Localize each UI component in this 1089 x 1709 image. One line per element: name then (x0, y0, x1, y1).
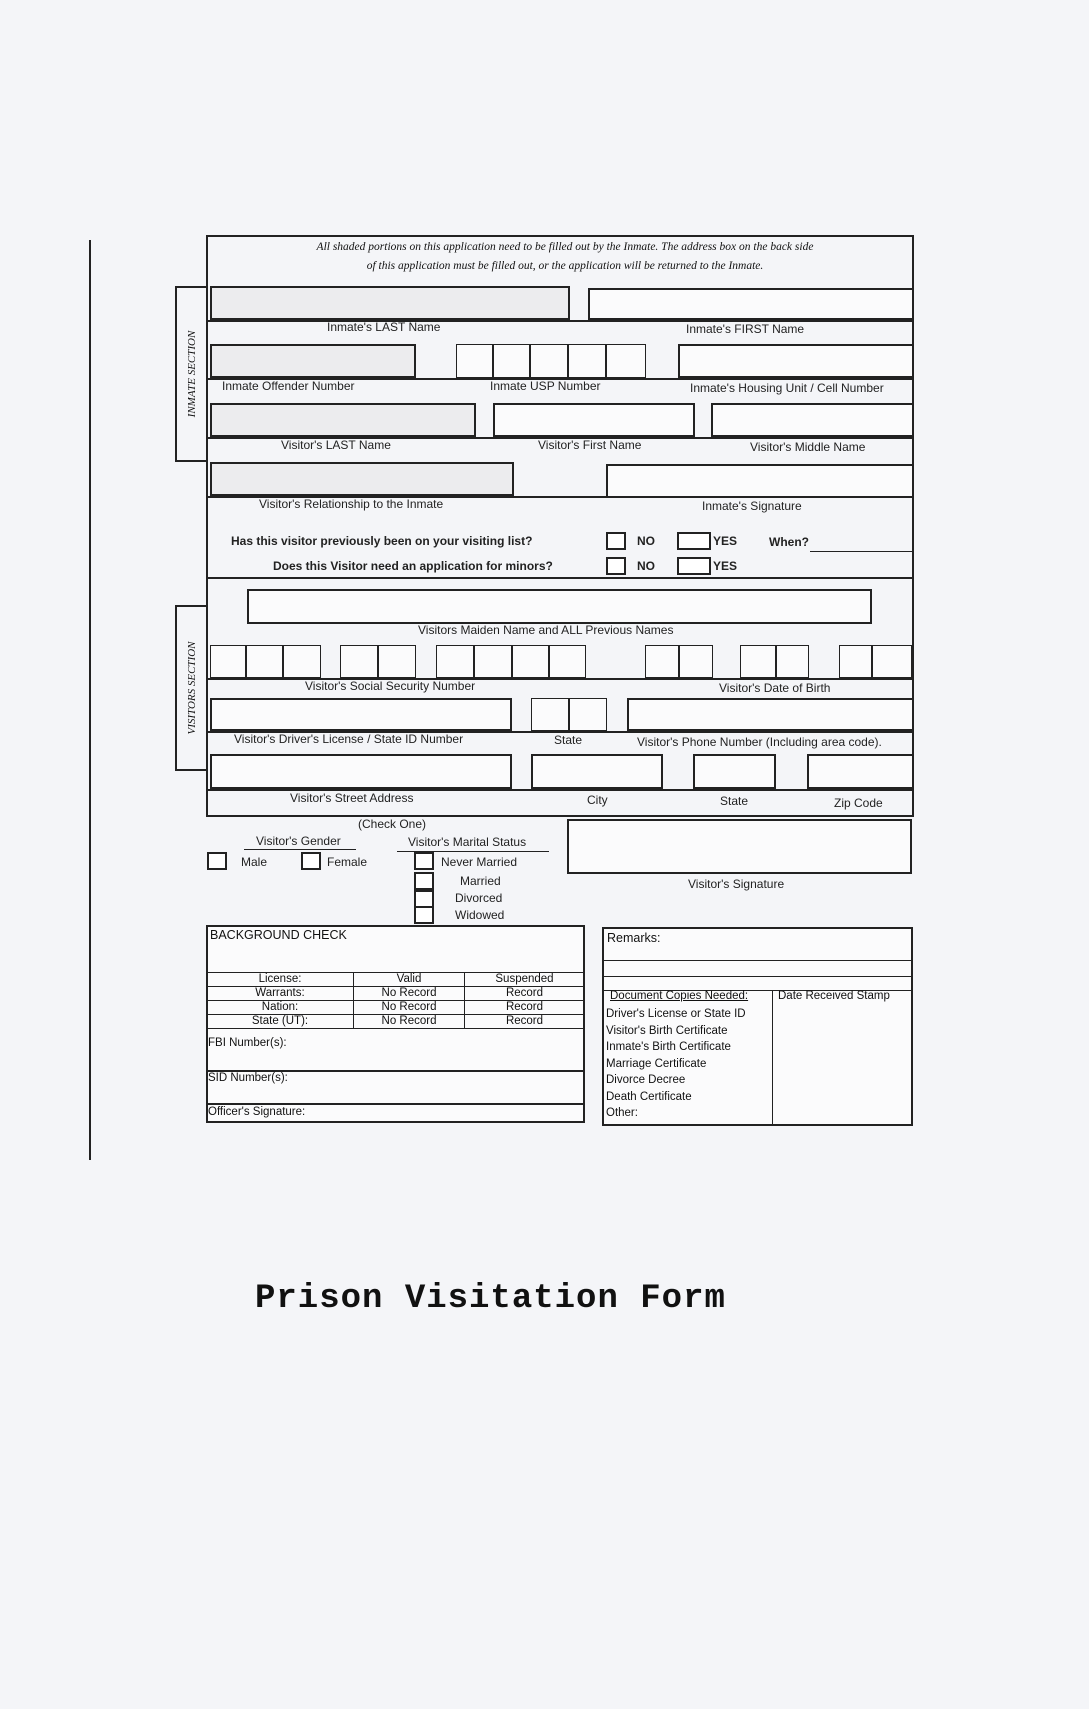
address-state-field[interactable] (693, 754, 776, 789)
document-copies-header: Document Copies Needed: (610, 990, 749, 1002)
minors-yes-checkbox[interactable] (677, 557, 711, 575)
license-field[interactable] (210, 698, 512, 731)
table-cell[interactable]: Valid (354, 973, 465, 987)
dob-label: Visitor's Date of Birth (719, 681, 831, 695)
table-row (207, 973, 585, 987)
remarks-label: Remarks: (607, 931, 661, 945)
dob-digit-box[interactable] (740, 645, 776, 678)
visitor-middle-name-field[interactable] (711, 403, 914, 437)
dob-digit-box[interactable] (645, 645, 679, 678)
page-title: Prison Visitation Form (255, 1280, 726, 1318)
rule (772, 990, 773, 1126)
usp-digit-box[interactable] (530, 344, 568, 378)
visitor-middle-name-label: Visitor's Middle Name (750, 440, 866, 454)
officer-signature-label[interactable]: Officer's Signature: (208, 1106, 306, 1118)
ssn-digit-box[interactable] (549, 645, 586, 678)
inmate-last-name-label: Inmate's LAST Name (327, 320, 441, 334)
table-cell[interactable]: No Record (354, 1015, 465, 1029)
inmate-signature-field[interactable] (606, 464, 914, 498)
gender-label: Visitor's Gender (256, 834, 341, 848)
list-item[interactable]: Driver's License or State ID (606, 1008, 746, 1020)
license-label: Visitor's Driver's License / State ID Number (234, 732, 464, 746)
table-row (207, 1001, 585, 1015)
margin-rule (89, 240, 91, 1160)
ssn-digit-box[interactable] (246, 645, 283, 678)
male-checkbox[interactable] (207, 852, 227, 870)
minors-question: Does this Visitor need an application for minors? (273, 559, 553, 573)
zip-code-label: Zip Code (834, 796, 883, 810)
visitor-first-name-field[interactable] (493, 403, 695, 437)
table-cell: Nation: (207, 1001, 354, 1015)
minors-no-checkbox[interactable] (606, 557, 626, 575)
list-item[interactable]: Visitor's Birth Certificate (606, 1024, 728, 1037)
form-top-border (206, 235, 914, 237)
never-married-checkbox[interactable] (414, 852, 434, 870)
table-cell[interactable]: Record (465, 1015, 585, 1029)
instructions-notice (220, 238, 910, 276)
inmate-housing-field[interactable] (678, 344, 914, 378)
inmate-housing-label: Inmate's Housing Unit / Cell Number (690, 381, 884, 395)
when-label: When? (769, 535, 809, 549)
inmate-offender-number-field[interactable] (210, 344, 416, 378)
fbi-number-label[interactable]: FBI Number(s): (208, 1037, 287, 1049)
dob-digit-box[interactable] (872, 645, 912, 678)
table-row (207, 1015, 585, 1029)
ssn-label: Visitor's Social Security Number (305, 679, 476, 693)
inmate-first-name-label: Inmate's FIRST Name (686, 322, 805, 336)
usp-digit-box[interactable] (456, 344, 493, 378)
address-state-label: State (720, 794, 749, 808)
sid-number-label[interactable]: SID Number(s): (208, 1072, 288, 1084)
previous-list-yes-label: YES (713, 534, 738, 548)
dob-digit-box[interactable] (839, 645, 872, 678)
license-state-label: State (554, 733, 583, 747)
gender-underline (244, 849, 356, 850)
list-item[interactable]: Inmate's Birth Certificate (606, 1041, 731, 1053)
background-check-title: BACKGROUND CHECK (210, 928, 347, 942)
ssn-digit-box[interactable] (474, 645, 512, 678)
list-item[interactable]: Marriage Certificate (606, 1057, 707, 1070)
phone-label: Visitor's Phone Number (Including area code). (637, 735, 882, 749)
rule (206, 815, 914, 817)
dob-digit-box[interactable] (679, 645, 713, 678)
city-field[interactable] (531, 754, 663, 789)
maiden-name-label: Visitors Maiden Name and ALL Previous Names (418, 623, 674, 637)
remarks-line[interactable] (604, 960, 911, 961)
never-married-label: Never Married (441, 855, 518, 869)
zip-code-field[interactable] (807, 754, 914, 789)
license-state-box[interactable] (531, 698, 569, 731)
usp-digit-box[interactable] (493, 344, 530, 378)
phone-field[interactable] (627, 698, 914, 731)
table-cell[interactable]: Record (465, 1001, 585, 1015)
maiden-name-field[interactable] (247, 589, 872, 624)
inmate-last-name-field[interactable] (210, 286, 570, 320)
check-one-label: (Check One) (358, 817, 427, 831)
previous-list-yes-checkbox[interactable] (677, 532, 711, 550)
widowed-label: Widowed (455, 908, 505, 922)
license-state-box[interactable] (569, 698, 607, 731)
document-copies-list (606, 1006, 746, 1122)
inmate-first-name-field[interactable] (588, 288, 914, 320)
rule (206, 320, 914, 322)
widowed-checkbox[interactable] (414, 906, 434, 924)
visitor-relationship-label: Visitor's Relationship to the Inmate (259, 497, 444, 511)
minors-no-label: NO (637, 559, 655, 573)
visitor-first-name-label: Visitor's First Name (538, 438, 642, 452)
visitor-last-name-label: Visitor's LAST Name (281, 438, 391, 452)
visitor-signature-label: Visitor's Signature (688, 877, 785, 891)
rule (206, 577, 914, 579)
ssn-digit-box[interactable] (378, 645, 416, 678)
rule (206, 1103, 585, 1105)
visitors-section-label: VISITORS SECTION (185, 641, 198, 735)
previous-list-question: Has this visitor previously been on your visiting list? (231, 534, 533, 548)
list-item[interactable]: Other: (606, 1107, 638, 1119)
male-label: Male (241, 855, 268, 869)
street-address-field[interactable] (210, 754, 512, 789)
table-cell: License: (207, 973, 354, 987)
inmate-section-tab (175, 286, 208, 462)
visitor-signature-field[interactable] (567, 819, 912, 874)
background-check-table (206, 972, 585, 1029)
street-address-label: Visitor's Street Address (290, 791, 414, 805)
inmate-section-label: INMATE SECTION (185, 330, 198, 418)
notice-line-1: All shaded portions on this application need to be filled out by the Inmate. The address box on the back side (316, 241, 814, 253)
visitors-section-tab (175, 605, 208, 771)
city-label: City (587, 793, 608, 807)
previous-list-no-label: NO (637, 534, 655, 548)
table-cell: Warrants: (207, 987, 354, 1001)
dob-digit-box[interactable] (776, 645, 809, 678)
usp-digit-box[interactable] (606, 344, 646, 378)
ssn-digit-box[interactable] (436, 645, 474, 678)
remarks-line[interactable] (604, 976, 911, 977)
visitor-last-name-field[interactable] (210, 403, 476, 437)
ssn-digit-box[interactable] (340, 645, 378, 678)
list-item[interactable]: Divorce Decree (606, 1074, 686, 1086)
table-cell[interactable]: No Record (354, 1001, 465, 1015)
female-label: Female (327, 855, 368, 869)
married-label: Married (460, 874, 501, 888)
ssn-digit-box[interactable] (512, 645, 549, 678)
inmate-usp-number-label: Inmate USP Number (490, 379, 601, 393)
table-cell: State (UT): (207, 1015, 354, 1029)
list-item[interactable]: Death Certificate (606, 1090, 692, 1103)
table-cell[interactable]: Suspended (465, 973, 585, 987)
date-received-stamp-header: Date Received Stamp (778, 990, 890, 1002)
table-cell[interactable]: Record (465, 987, 585, 1001)
table-cell[interactable]: No Record (354, 987, 465, 1001)
when-line[interactable] (810, 551, 914, 552)
date-stamp-area[interactable] (776, 1006, 910, 1124)
ssn-digit-box[interactable] (283, 645, 321, 678)
visitor-relationship-field[interactable] (210, 462, 514, 496)
divorced-label: Divorced (455, 891, 503, 905)
married-checkbox[interactable] (414, 872, 434, 890)
ssn-digit-box[interactable] (210, 645, 246, 678)
female-checkbox[interactable] (301, 852, 321, 870)
marital-status-label: Visitor's Marital Status (408, 835, 527, 849)
minors-yes-label: YES (713, 559, 738, 573)
inmate-signature-label: Inmate's Signature (702, 499, 802, 513)
notice-line-2: of this application must be filled out, or the application will be returned to the Inmate. (366, 260, 764, 272)
previous-list-no-checkbox[interactable] (606, 532, 626, 550)
table-row (207, 987, 585, 1001)
usp-digit-box[interactable] (568, 344, 606, 378)
inmate-offender-number-label: Inmate Offender Number (222, 379, 355, 393)
